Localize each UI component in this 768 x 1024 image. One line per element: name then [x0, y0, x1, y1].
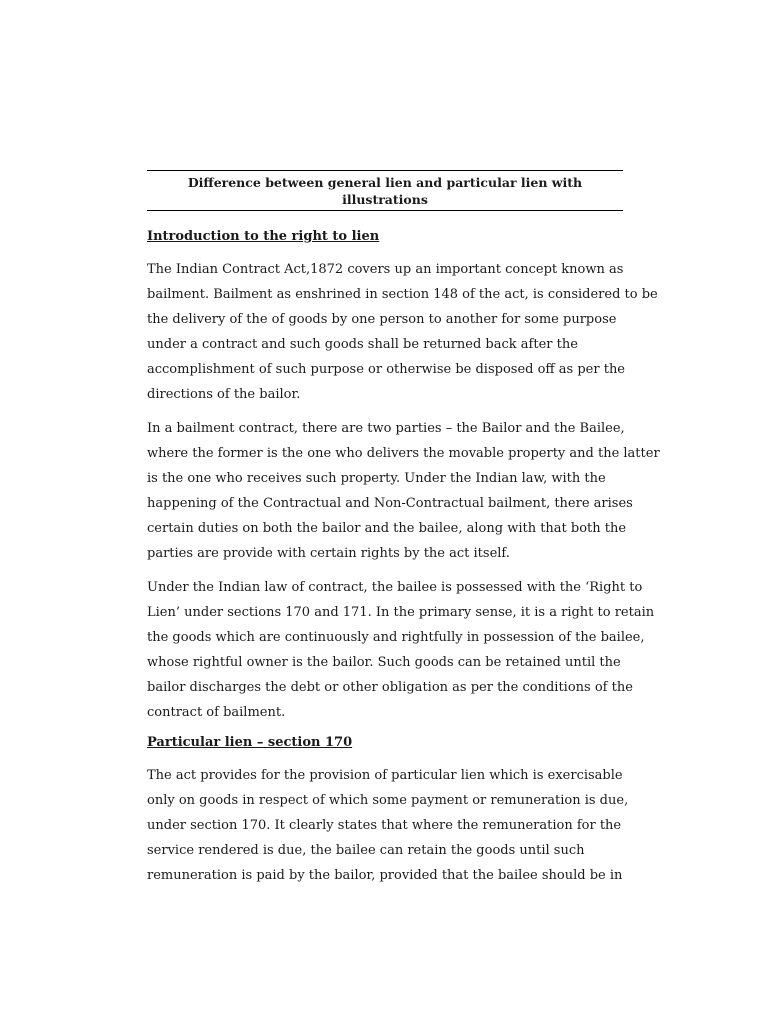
document-title: Difference between general lien and particular lien with illustrations	[147, 170, 623, 211]
text-line: is the one who receives such property. Under the Indian law, with the	[147, 471, 606, 486]
text-line: happening of the Contractual and Non-Contractual bailment, there arises	[147, 496, 633, 511]
document-page	[147, 170, 660, 888]
text-line: accomplishment of such purpose or otherwise be disposed off as per the	[147, 362, 626, 377]
paragraph-particular-lien	[147, 763, 629, 888]
paragraph-bailment-definition	[147, 257, 658, 407]
text-line: service rendered is due, the bailee can retain the goods until such	[147, 843, 585, 858]
text-line: contract of bailment.	[147, 705, 286, 720]
text-line: only on goods in respect of which some payment or remuneration is due,	[147, 793, 629, 808]
text-line: under section 170. It clearly states that where the remuneration for the	[147, 818, 622, 833]
text-line: bailment. Bailment as enshrined in section 148 of the act, is considered to be	[147, 287, 658, 302]
section-heading-introduction: Introduction to the right to lien	[147, 229, 380, 244]
text-line: The Indian Contract Act,1872 covers up an important concept known as	[147, 262, 624, 277]
text-line: where the former is the one who delivers the movable property and the latter	[147, 446, 660, 461]
text-line: the delivery of the of goods by one person to another for some purpose	[147, 312, 617, 327]
text-line: bailor discharges the debt or other obligation as per the conditions of the	[147, 680, 633, 695]
text-line: certain duties on both the bailor and the bailee, along with that both the	[147, 521, 627, 536]
text-line: under a contract and such goods shall be returned back after the	[147, 337, 578, 352]
text-line: whose rightful owner is the bailor. Such goods can be retained until the	[147, 655, 621, 670]
section-heading-particular-lien: Particular lien – section 170	[147, 735, 353, 750]
paragraph-right-to-lien	[147, 575, 655, 725]
text-line: The act provides for the provision of particular lien which is exercisable	[147, 768, 623, 783]
text-line: Lien’ under sections 170 and 171. In the primary sense, it is a right to retain	[147, 605, 655, 620]
text-line: parties are provide with certain rights by the act itself.	[147, 546, 510, 561]
text-line: In a bailment contract, there are two parties – the Bailor and the Bailee,	[147, 421, 625, 436]
text-line: the goods which are continuously and rightfully in possession of the bailee,	[147, 630, 645, 645]
text-line: directions of the bailor.	[147, 387, 301, 402]
text-line: Under the Indian law of contract, the bailee is possessed with the ‘Right to	[147, 580, 643, 595]
paragraph-bailment-parties	[147, 416, 660, 566]
text-line: remuneration is paid by the bailor, provided that the bailee should be in	[147, 868, 623, 883]
